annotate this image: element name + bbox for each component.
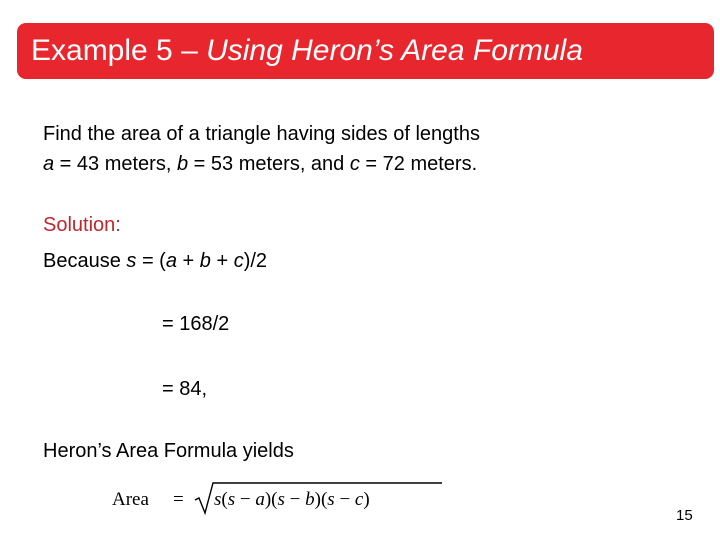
formula-symbol: − bbox=[284, 489, 306, 510]
formula-var: s bbox=[277, 489, 285, 510]
because-line bbox=[43, 251, 267, 271]
because-text: Because bbox=[43, 250, 127, 272]
because-text: = ( bbox=[136, 250, 166, 272]
problem-text: = 43 meters, bbox=[54, 153, 177, 175]
formula-symbol: )( bbox=[314, 489, 328, 510]
because-text: )/2 bbox=[243, 250, 268, 272]
formula-symbol: )( bbox=[264, 489, 278, 510]
problem-text: = 53 meters, and bbox=[188, 153, 350, 175]
title-prefix: Example 5 – bbox=[31, 34, 207, 67]
yields-line: Heron’s Area Formula yields bbox=[43, 440, 294, 462]
var-c: c bbox=[233, 250, 244, 272]
var-a: a bbox=[43, 153, 55, 175]
var-s: s bbox=[126, 250, 137, 272]
problem-line-2 bbox=[43, 154, 477, 174]
var-b: b bbox=[199, 250, 211, 272]
because-text: + bbox=[210, 250, 234, 272]
problem-line-1: Find the area of a triangle having sides of lengths bbox=[43, 123, 480, 145]
solution-step-1: = 168/2 bbox=[162, 313, 230, 335]
title-bar bbox=[17, 23, 714, 79]
formula-var: s bbox=[214, 489, 222, 510]
solution-step-2: = 84, bbox=[162, 378, 208, 400]
title-emphasis: Using Heron’s Area Formula bbox=[206, 34, 583, 67]
formula-radicand bbox=[214, 490, 370, 509]
formula-var: s bbox=[327, 489, 335, 510]
formula-symbol: ( bbox=[221, 489, 228, 510]
var-c: c bbox=[349, 153, 360, 175]
formula-var: a bbox=[255, 489, 265, 510]
formula-symbol: − bbox=[235, 489, 256, 510]
formula-symbol: ) bbox=[363, 489, 370, 510]
formula-var: b bbox=[305, 489, 315, 510]
formula-lhs: Area bbox=[112, 489, 149, 510]
page-number: 15 bbox=[676, 507, 693, 524]
solution-label: Solution: bbox=[43, 214, 121, 236]
formula-symbol: − bbox=[334, 489, 355, 510]
formula-var: s bbox=[227, 489, 236, 510]
var-a: a bbox=[165, 250, 177, 272]
var-b: b bbox=[176, 153, 189, 175]
because-text: + bbox=[176, 250, 200, 272]
slide-title bbox=[31, 36, 583, 66]
formula-var: c bbox=[354, 489, 364, 510]
formula-equals: = bbox=[173, 489, 184, 510]
problem-text: = 72 meters. bbox=[359, 153, 478, 175]
